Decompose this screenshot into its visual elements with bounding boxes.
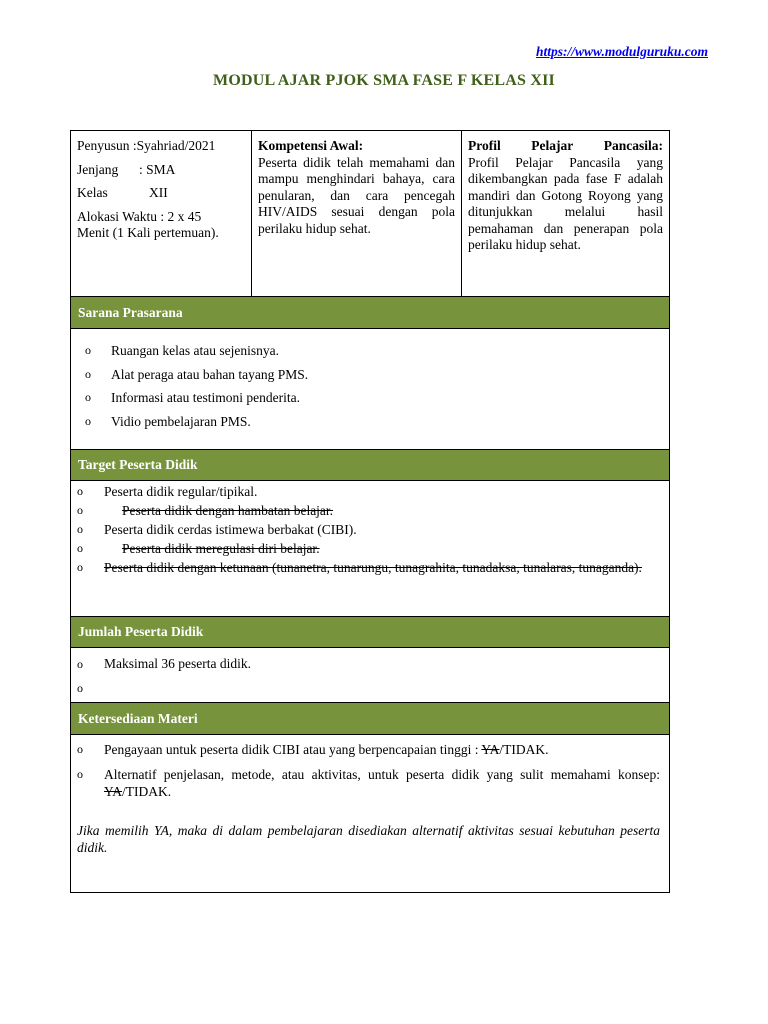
identity-cell xyxy=(71,131,252,296)
list-item xyxy=(77,520,660,539)
list-item xyxy=(77,482,660,501)
list-item xyxy=(77,539,660,558)
target-list xyxy=(71,481,669,616)
penyusun-text: Penyusun :Syahriad/2021 xyxy=(77,138,216,153)
list-item xyxy=(85,388,669,407)
bullet-icon: o xyxy=(77,503,83,517)
bullet-icon: o xyxy=(85,343,91,357)
list-item xyxy=(77,741,660,758)
module-table xyxy=(70,130,670,893)
list-item xyxy=(85,341,669,360)
materi-item-1-tidak: /TIDAK. xyxy=(499,742,549,757)
list-item xyxy=(77,652,660,676)
list-item xyxy=(77,558,660,577)
jumlah-heading xyxy=(71,616,669,648)
profil-heading xyxy=(468,138,663,155)
bullet-icon: o xyxy=(85,366,91,381)
materi-list xyxy=(71,735,669,893)
materi-item-1-text: Pengayaan untuk peserta didik CIBI atau yang berpencapaian tinggi : xyxy=(104,742,479,757)
jenjang-label: Jenjang xyxy=(77,161,119,177)
kelas-label: Kelas xyxy=(77,185,108,200)
target-heading xyxy=(71,449,669,481)
target-item: Peserta didik regular/tipikal. xyxy=(104,484,258,499)
materi-item-2-ya: YA xyxy=(104,784,123,799)
jenjang-line xyxy=(77,162,245,179)
sarana-list xyxy=(71,329,669,449)
kompetensi-cell xyxy=(252,131,462,296)
materi-heading xyxy=(71,702,669,735)
profil-heading-word-2: Pelajar xyxy=(531,138,574,153)
jenjang-value: : SMA xyxy=(139,161,176,177)
kompetensi-text: Peserta didik telah memahami dan mampu menghindari bahaya, cara penularan, dan cara pencegah HIV/AIDS sesuai dengan pola perilaku hidup sehat. xyxy=(258,154,455,236)
profil-cell xyxy=(462,131,669,296)
site-link[interactable]: https://www.modulguruku.com xyxy=(535,44,708,59)
list-item xyxy=(77,501,660,520)
materi-item-2-text: Alternatif penjelasan, metode, atau aktivitas, untuk peserta didik yang sulit memahami konsep: xyxy=(104,767,660,782)
list-item xyxy=(77,766,660,800)
materi-note: Jika memilih YA, maka di dalam pembelajaran disediakan alternatif aktivitas sesuai kebutuhan peserta didik. xyxy=(77,823,660,855)
info-row xyxy=(71,131,669,297)
bullet-icon: o xyxy=(77,767,83,781)
materi-heading-text: Ketersediaan Materi xyxy=(78,710,198,726)
sarana-heading-text: Sarana Prasarana xyxy=(78,304,183,320)
sarana-item: Alat peraga atau bahan tayang PMS. xyxy=(111,366,309,382)
list-item xyxy=(77,676,660,700)
bullet-icon: o xyxy=(85,413,91,428)
list-item xyxy=(85,365,669,384)
bullet-icon: o xyxy=(77,681,83,695)
materi-item-2-tidak: /TIDAK. xyxy=(122,784,172,799)
document-title: MODUL AJAR PJOK SMA FASE F KELAS XII xyxy=(213,72,555,89)
jumlah-item: Maksimal 36 peserta didik. xyxy=(104,656,251,671)
materi-item-1-ya: YA xyxy=(481,742,500,757)
sarana-item: Informasi atau testimoni penderita. xyxy=(111,390,300,405)
bullet-icon: o xyxy=(77,484,83,498)
kelas-value: XII xyxy=(149,185,168,200)
list-item xyxy=(85,412,669,431)
kelas-line xyxy=(77,185,245,202)
sarana-item: Ruangan kelas atau sejenisnya. xyxy=(111,343,279,358)
alokasi-line-2: Menit (1 Kali pertemuan). xyxy=(77,225,219,240)
bullet-icon: o xyxy=(85,390,91,404)
target-item-struck: Peserta didik dengan hambatan belajar. xyxy=(122,503,334,518)
profil-heading-word-3: Pancasila: xyxy=(603,138,663,153)
bullet-icon: o xyxy=(77,742,83,756)
jumlah-heading-text: Jumlah Peserta Didik xyxy=(78,624,204,639)
bullet-icon: o xyxy=(77,541,83,555)
sarana-heading xyxy=(71,297,669,329)
target-heading-text: Target Peserta Didik xyxy=(78,457,198,472)
bullet-icon: o xyxy=(77,560,83,574)
kompetensi-heading: Kompetensi Awal: xyxy=(258,138,364,153)
target-item: Peserta didik cerdas istimewa berbakat (CIBI). xyxy=(104,522,357,537)
sarana-item: Vidio pembelajaran PMS. xyxy=(111,413,251,429)
materi-item-1 xyxy=(104,741,549,758)
jumlah-list xyxy=(71,648,669,702)
target-item-struck: Peserta didik meregulasi diri belajar. xyxy=(122,541,320,556)
bullet-icon: o xyxy=(77,657,83,671)
bullet-icon: o xyxy=(77,522,83,536)
profil-text: Profil Pelajar Pancasila yang dikembangkan pada fase F adalah mandiri dan Gotong Royong yang ditunjukkan melalui hasil pemahaman dan penerapan pola perilaku hidup sehat. xyxy=(468,154,663,252)
profil-heading-word-1: Profil xyxy=(468,138,501,153)
alokasi-line-1: Alokasi Waktu : 2 x 45 xyxy=(77,208,202,224)
target-item-struck: Peserta didik dengan ketunaan (tunanetra, tunarungu, tunagrahita, tunadaksa, tunalaras, tunaganda). xyxy=(104,560,642,575)
materi-item-2 xyxy=(104,766,660,800)
